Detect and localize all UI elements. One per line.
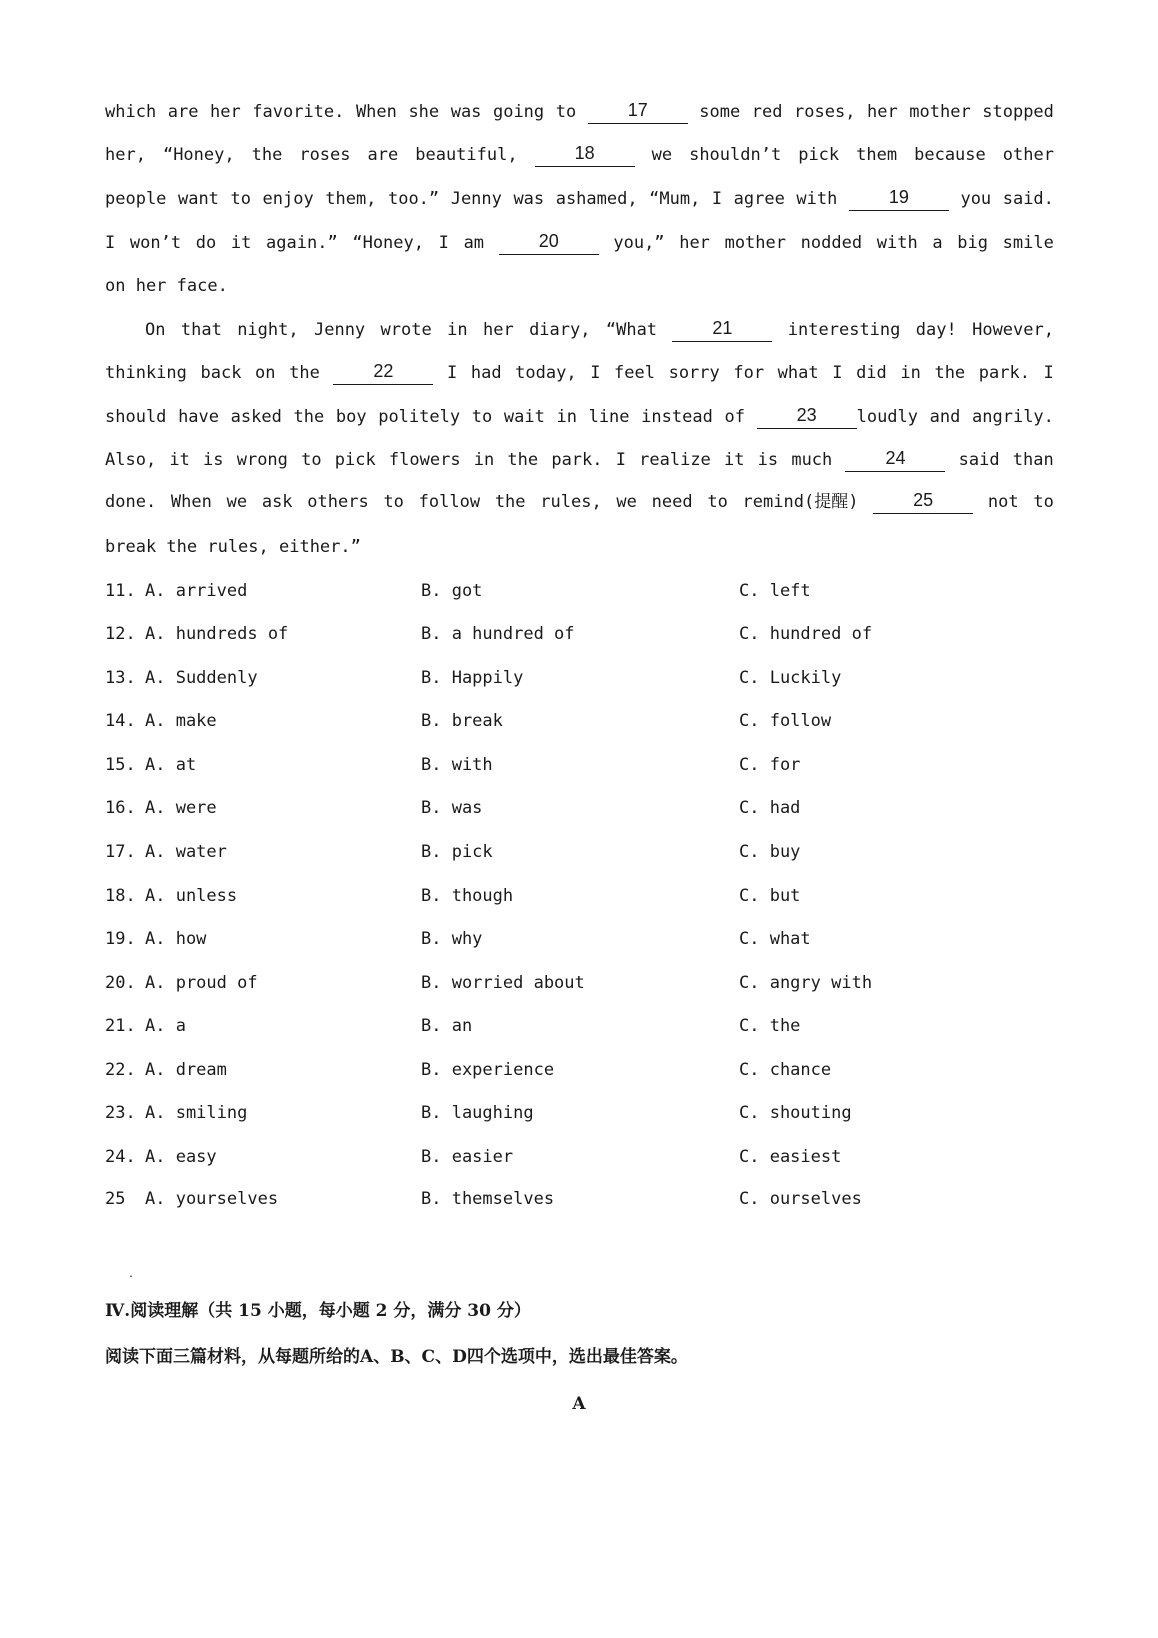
- option-c[interactable]: C. had: [739, 798, 801, 818]
- passage-line-6: On that night, Jenny wrote in her diary, “What 21 interesting day! However,: [145, 318, 1054, 340]
- option-a[interactable]: A. make: [145, 711, 217, 731]
- option-b[interactable]: B. got: [421, 581, 483, 601]
- option-c[interactable]: C. follow: [739, 711, 832, 731]
- question-number: 14.: [105, 711, 136, 731]
- option-b[interactable]: B. why: [421, 929, 483, 949]
- option-b[interactable]: B. was: [421, 798, 483, 818]
- option-c[interactable]: C. shouting: [739, 1103, 852, 1123]
- passage-line-8: should have asked the boy politely to wait in line instead of 23 loudly and angrily.: [105, 405, 1054, 427]
- question-number: 13.: [105, 668, 136, 688]
- question-number: 23.: [105, 1103, 136, 1123]
- question-number: 12.: [105, 624, 136, 644]
- passage-line-11: break the rules, either.”: [105, 537, 361, 557]
- option-a[interactable]: A. how: [145, 929, 207, 949]
- option-a[interactable]: A. a: [145, 1016, 186, 1036]
- option-c[interactable]: C. hundred of: [739, 624, 873, 644]
- option-a[interactable]: A. smiling: [145, 1103, 248, 1123]
- question-number: 25: [105, 1189, 126, 1209]
- section-title: Ⅳ.阅读理解（共 15 小题，每小题 2 分，满分 30 分）: [105, 1301, 531, 1321]
- option-a[interactable]: A. water: [145, 842, 227, 862]
- option-b[interactable]: B. with: [421, 755, 493, 775]
- option-a[interactable]: A. Suddenly: [145, 668, 258, 688]
- option-c[interactable]: C. left: [739, 581, 811, 601]
- option-a[interactable]: A. proud of: [145, 973, 258, 993]
- blank-23[interactable]: 23: [757, 405, 857, 429]
- passage-line-1: which are her favorite. When she was going to 17 some red roses, her mother stopped: [105, 100, 1054, 122]
- section-instruction: 阅读下面三篇材料，从每题所给的A、B、C、D四个选项中，选出最佳答案。: [105, 1347, 688, 1367]
- question-number: 20.: [105, 973, 136, 993]
- option-b[interactable]: B. Happily: [421, 668, 524, 688]
- blank-21[interactable]: 21: [672, 318, 772, 342]
- passage-line-2: her, “Honey, the roses are beautiful, 18 we shouldn’t pick them because other: [105, 143, 1054, 165]
- question-number: 16.: [105, 798, 136, 818]
- blank-17[interactable]: 17: [588, 100, 688, 124]
- option-c[interactable]: C. angry with: [739, 973, 873, 993]
- option-c[interactable]: C. what: [739, 929, 811, 949]
- option-b[interactable]: B. laughing: [421, 1103, 534, 1123]
- passage-line-9: Also, it is wrong to pick flowers in the park. I realize it is much 24 said than: [105, 448, 1054, 470]
- option-a[interactable]: A. hundreds of: [145, 624, 289, 644]
- question-number: 24.: [105, 1147, 136, 1167]
- option-b[interactable]: B. experience: [421, 1060, 555, 1080]
- option-b[interactable]: B. break: [421, 711, 503, 731]
- stray-dot: .: [128, 1269, 135, 1280]
- option-a[interactable]: A. unless: [145, 886, 238, 906]
- passage-line-7: thinking back on the 22 I had today, I feel sorry for what I did in the park. I: [105, 361, 1054, 383]
- option-c[interactable]: C. buy: [739, 842, 801, 862]
- option-b[interactable]: B. pick: [421, 842, 493, 862]
- option-b[interactable]: B. an: [421, 1016, 473, 1036]
- option-a[interactable]: A. easy: [145, 1147, 217, 1167]
- option-b[interactable]: B. themselves: [421, 1189, 555, 1209]
- question-number: 21.: [105, 1016, 136, 1036]
- blank-24[interactable]: 24: [845, 448, 945, 472]
- option-b[interactable]: B. though: [421, 886, 514, 906]
- option-a[interactable]: A. arrived: [145, 581, 248, 601]
- option-c[interactable]: C. the: [739, 1016, 801, 1036]
- option-c[interactable]: C. chance: [739, 1060, 832, 1080]
- blank-18[interactable]: 18: [535, 143, 635, 167]
- option-c[interactable]: C. ourselves: [739, 1189, 862, 1209]
- passage-line-10: done. When we ask others to follow the rules, we need to remind(提醒) 25 not to: [105, 490, 1054, 512]
- question-number: 15.: [105, 755, 136, 775]
- option-a[interactable]: A. were: [145, 798, 217, 818]
- question-number: 11.: [105, 581, 136, 601]
- blank-19[interactable]: 19: [849, 187, 949, 211]
- passage-line-5: on her face.: [105, 276, 228, 296]
- option-c[interactable]: C. but: [739, 886, 801, 906]
- option-b[interactable]: B. a hundred of: [421, 624, 575, 644]
- option-c[interactable]: C. for: [739, 755, 801, 775]
- option-a[interactable]: A. yourselves: [145, 1189, 279, 1209]
- part-label: A: [572, 1394, 586, 1414]
- option-a[interactable]: A. at: [145, 755, 197, 775]
- question-number: 19.: [105, 929, 136, 949]
- option-b[interactable]: B. easier: [421, 1147, 514, 1167]
- passage-line-4: I won’t do it again.” “Honey, I am 20 you,” her mother nodded with a big smile: [105, 231, 1054, 253]
- option-c[interactable]: C. Luckily: [739, 668, 842, 688]
- blank-25[interactable]: 25: [873, 490, 973, 514]
- question-number: 22.: [105, 1060, 136, 1080]
- question-number: 17.: [105, 842, 136, 862]
- option-c[interactable]: C. easiest: [739, 1147, 842, 1167]
- option-b[interactable]: B. worried about: [421, 973, 585, 993]
- question-number: 18.: [105, 886, 136, 906]
- blank-20[interactable]: 20: [499, 231, 599, 255]
- blank-22[interactable]: 22: [333, 361, 433, 385]
- option-a[interactable]: A. dream: [145, 1060, 227, 1080]
- passage-line-3: people want to enjoy them, too.” Jenny was ashamed, “Mum, I agree with 19 you said.: [105, 187, 1054, 209]
